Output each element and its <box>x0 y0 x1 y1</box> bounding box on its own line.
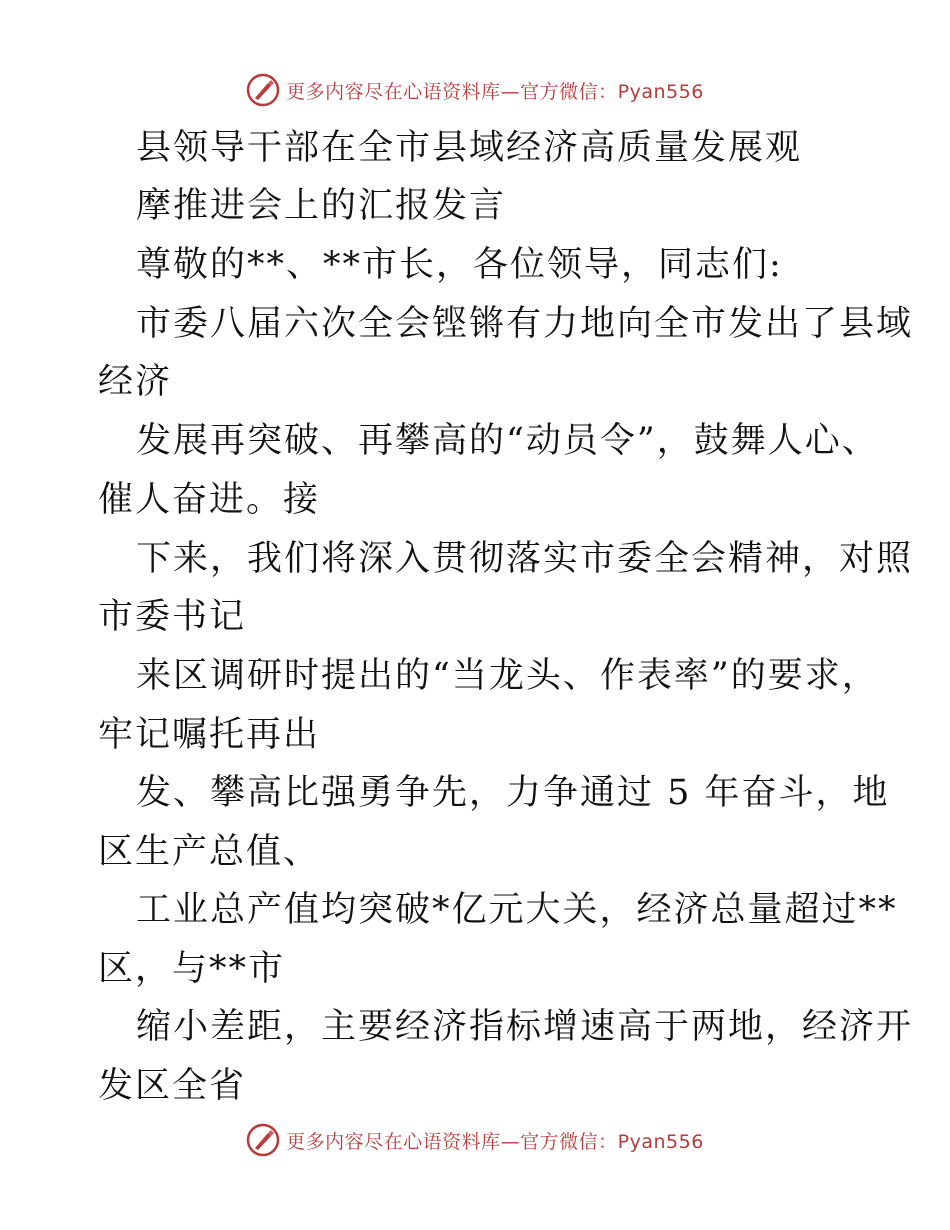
doc-line: 工业总产值均突破*亿元大关，经济总量超过** <box>136 890 898 930</box>
pen-logo-icon <box>246 1123 280 1157</box>
doc-line: 发展再突破、再攀高的“动员令”，鼓舞人心、 <box>136 421 879 461</box>
doc-line: 催人奋进。接 <box>98 480 321 520</box>
banner-text: 更多内容尽在心语资料库—官方微信：Pyan556 <box>286 80 704 103</box>
doc-line: 下来，我们将深入贯彻落实市委全会精神，对照 <box>136 539 914 579</box>
doc-line: 经济 <box>98 362 173 402</box>
doc-line: 县领导干部在全市县域经济高质量发展观 <box>136 128 803 168</box>
doc-line: 市委书记 <box>98 597 247 637</box>
doc-line: 尊敬的**、**市长，各位领导，同志们: <box>136 245 783 285</box>
pen-logo-icon <box>246 73 280 107</box>
doc-line: 发区全省 <box>98 1066 247 1106</box>
doc-line: 缩小差距，主要经济指标增速高于两地，经济开 <box>136 1007 914 1047</box>
doc-line: 区，与**市 <box>98 949 286 989</box>
doc-line: 市委八届六次全会铿锵有力地向全市发出了县域 <box>136 304 914 344</box>
doc-line: 区生产总值、 <box>98 832 321 872</box>
doc-line: 摩推进会上的汇报发言 <box>136 186 507 226</box>
footer-banner <box>0 1120 950 1160</box>
doc-line: 来区调研时提出的“当龙头、作表率”的要求， <box>136 656 879 696</box>
header-banner <box>0 70 950 110</box>
doc-line: 牢记嘱托再出 <box>98 715 321 755</box>
banner-text: 更多内容尽在心语资料库—官方微信：Pyan556 <box>286 1130 704 1153</box>
doc-line: 发、攀高比强勇争先，力争通过 5 年奋斗，地 <box>136 773 890 813</box>
